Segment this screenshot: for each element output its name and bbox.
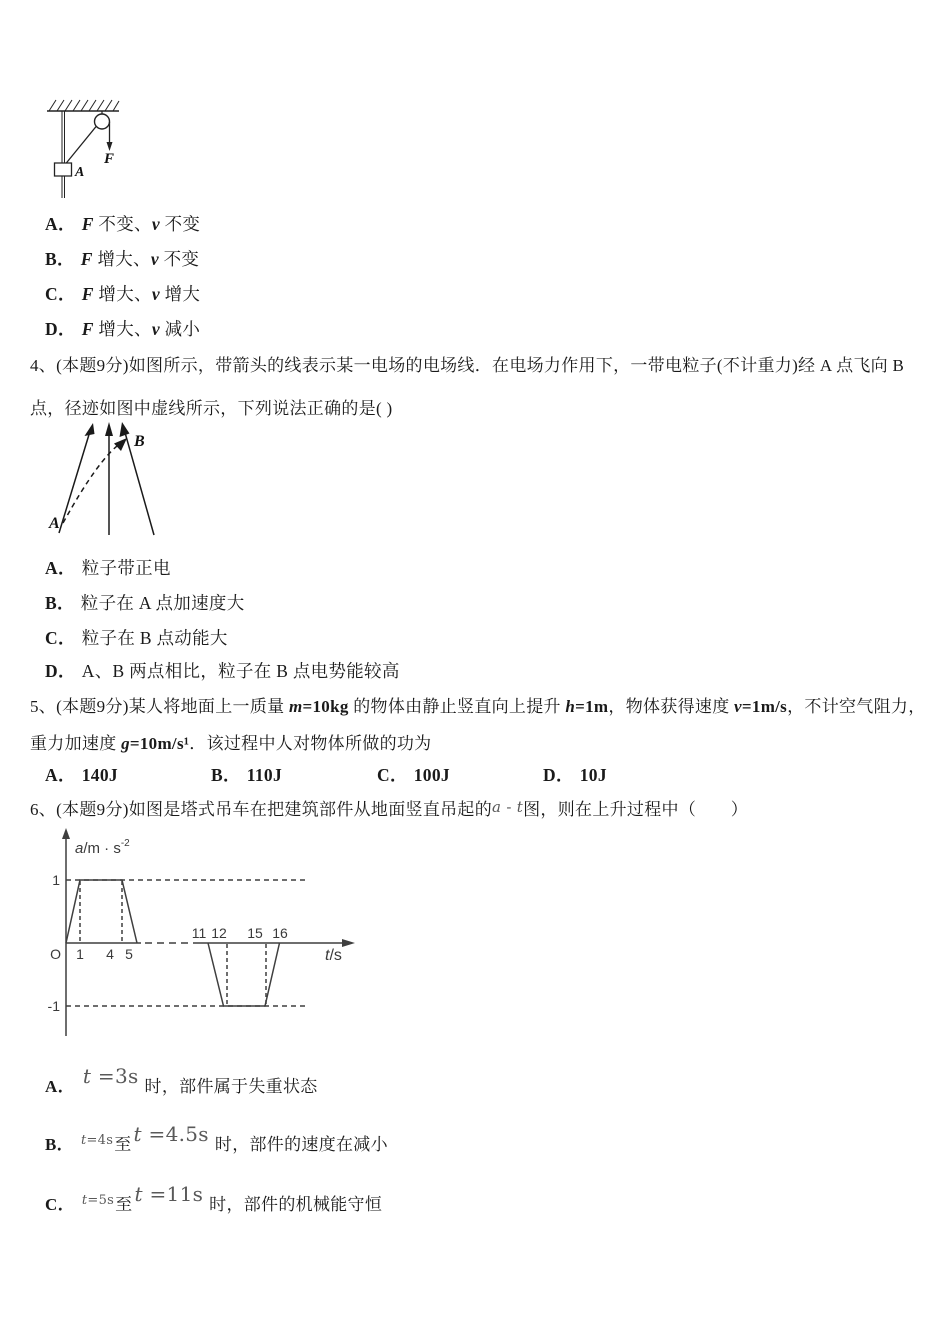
time-expression <box>134 1122 209 1146</box>
var-v: v <box>734 697 742 716</box>
option-letter: D． <box>45 661 76 681</box>
q5-text: 5、(本题9分)某人将地面上一质量 <box>30 697 289 716</box>
value-mass: =10kg <box>302 697 349 716</box>
option-value: 110J <box>246 765 283 785</box>
option-letter: A． <box>45 558 76 578</box>
q5-option-c <box>377 762 450 787</box>
value-speed: =1m/s <box>741 697 788 716</box>
q4-text-line2: 点，径迹如图中虚线所示，下列说法正确的是( ) <box>30 399 393 418</box>
var-v: v <box>151 214 160 234</box>
option-letter: C． <box>45 628 76 648</box>
q6-text-part: 图，则在上升过程中（ ） <box>523 800 749 819</box>
point-b-label: B <box>134 433 145 450</box>
option-text: 增大、 <box>93 319 152 339</box>
option-value: 100J <box>413 765 450 785</box>
acceleration-time-graph <box>45 828 390 1043</box>
y-axis-exponent: -2 <box>120 838 130 849</box>
var-g: g <box>121 734 130 753</box>
q4-option-a <box>45 555 171 580</box>
vertical-rod <box>62 111 65 198</box>
option-letter: B． <box>211 765 241 785</box>
var-t: t <box>80 1133 87 1148</box>
q5-text-line2 <box>30 729 431 754</box>
xtick-15: 15 <box>247 925 263 941</box>
var-t: t <box>516 798 524 816</box>
var-f: F <box>81 319 94 339</box>
option-value: 140J <box>81 765 118 785</box>
option-text: 时，部件属于失重状态 <box>144 1077 318 1096</box>
origin-label: O <box>50 946 61 962</box>
q5-text: ，不计空气阻力， <box>787 697 926 716</box>
a-t-math <box>492 798 523 816</box>
point-a-label: A <box>49 515 60 532</box>
option-letter: B． <box>45 249 75 269</box>
var-t: t <box>81 1193 88 1208</box>
to-text: 至 <box>114 1135 132 1154</box>
ceiling-hatching <box>47 100 119 111</box>
pulley-wheel <box>95 114 110 129</box>
q5-option-b <box>211 762 282 787</box>
var-f: F <box>81 214 94 234</box>
q3-option-b <box>45 246 199 271</box>
option-letter: A． <box>45 1077 75 1096</box>
y-axis-unit: /m · s <box>83 840 121 857</box>
option-text: 粒子在 A 点加速度大 <box>80 593 245 613</box>
q6-text-part: 6、(本题9分)如图是塔式吊车在把建筑部件从地面竖直吊起的 <box>30 800 493 819</box>
var-h: h <box>565 697 576 716</box>
option-letter: A． <box>45 765 76 785</box>
curve-segment-negative <box>208 943 280 1006</box>
option-letter: D． <box>45 319 76 339</box>
time-value: =3s <box>91 1064 139 1088</box>
time-expression <box>83 1064 139 1088</box>
option-letter: C． <box>377 765 408 785</box>
field-line-left <box>59 423 95 533</box>
time-expression-small <box>81 1133 113 1148</box>
field-lines-figure <box>35 413 190 548</box>
time-value: =4s <box>86 1133 114 1148</box>
time-expression-small <box>82 1193 114 1208</box>
time-value: =11s <box>142 1182 204 1206</box>
q4-option-d <box>45 658 400 683</box>
block-a <box>55 163 72 176</box>
q6-option-a <box>45 1064 318 1097</box>
block-a-label: A <box>75 165 85 180</box>
option-letter: B． <box>45 593 75 613</box>
q4-option-c <box>45 625 228 650</box>
var-f: F <box>80 249 93 269</box>
option-text: 不变、 <box>93 214 152 234</box>
option-letter: C． <box>45 1195 75 1214</box>
particle-trajectory-dashed <box>63 438 127 523</box>
x-axis-label <box>325 947 342 964</box>
option-text: 不变 <box>158 249 200 269</box>
option-text: A、B 两点相比，粒子在 B 点电势能较高 <box>81 661 400 681</box>
x-axis-unit: /s <box>329 947 342 964</box>
q3-option-a <box>45 211 200 236</box>
to-text: 至 <box>115 1195 133 1214</box>
q6-option-b <box>45 1122 388 1155</box>
option-text: 不变 <box>159 214 201 234</box>
ytick-minus1: -1 <box>47 998 60 1014</box>
var-t: t <box>134 1182 143 1206</box>
var-f: F <box>81 284 94 304</box>
var-v: v <box>150 249 159 269</box>
option-text: 增大、 <box>93 284 152 304</box>
q5-option-a <box>45 762 118 787</box>
q5-text: ．该过程中人对物体所做的功为 <box>189 734 432 753</box>
value-gravity: =10m/s¹ <box>129 734 190 753</box>
q3-option-d <box>45 316 200 341</box>
xtick-4: 4 <box>106 946 114 962</box>
option-text: 粒子在 B 点动能大 <box>81 628 228 648</box>
force-f-label: F <box>104 151 115 167</box>
var-a: a <box>492 798 502 816</box>
q5-text: 重力加速度 <box>30 734 122 753</box>
q4-option-b <box>45 590 245 615</box>
xtick-12: 12 <box>211 925 227 941</box>
q6-text <box>30 795 748 820</box>
option-letter: A． <box>45 214 76 234</box>
time-expression <box>134 1182 203 1206</box>
y-axis-var: a <box>75 840 84 857</box>
curve-segment-positive <box>66 880 137 943</box>
option-letter: B． <box>45 1135 74 1154</box>
option-text: 减小 <box>159 319 201 339</box>
option-text: 增大 <box>159 284 201 304</box>
xtick-5: 5 <box>125 946 133 962</box>
q5-text: ，物体获得速度 <box>608 697 735 716</box>
var-v: v <box>151 284 160 304</box>
option-text: 时，部件的速度在减小 <box>214 1135 388 1154</box>
pulley-figure <box>45 96 145 206</box>
q5-text: 的物体由静止竖直向上提升 <box>348 697 566 716</box>
ytick-1: 1 <box>52 872 60 888</box>
time-value: =5s <box>87 1193 115 1208</box>
q5-option-d <box>543 762 607 787</box>
q5-text-line1 <box>30 692 926 717</box>
var-m: m <box>288 697 303 716</box>
x-axis-var: t <box>325 947 330 964</box>
field-line-middle <box>105 422 113 535</box>
rope-line <box>66 126 97 164</box>
xtick-11: 11 <box>191 925 207 941</box>
q6-option-c <box>45 1182 383 1215</box>
math-dash: - <box>501 798 517 816</box>
time-value: =4.5s <box>141 1122 209 1146</box>
option-text: 时，部件的机械能守恒 <box>209 1195 383 1214</box>
value-height: =1m <box>575 697 609 716</box>
var-t: t <box>133 1122 142 1146</box>
option-letter: D． <box>543 765 574 785</box>
var-v: v <box>151 319 160 339</box>
q4-text-line1: 4、(本题9分)如图所示，带箭头的线表示某一电场的电场线．在电场力作用下，一带电粒子(不计重力)经 A 点飞向 B <box>30 356 905 375</box>
xtick-16: 16 <box>272 925 288 941</box>
q3-option-c <box>45 281 200 306</box>
option-letter: C． <box>45 284 76 304</box>
y-axis-label <box>75 838 130 857</box>
option-value: 10J <box>579 765 607 785</box>
xtick-1: 1 <box>76 946 84 962</box>
var-t: t <box>82 1064 92 1088</box>
option-text: 粒子带正电 <box>81 558 171 578</box>
option-text: 增大、 <box>92 249 151 269</box>
